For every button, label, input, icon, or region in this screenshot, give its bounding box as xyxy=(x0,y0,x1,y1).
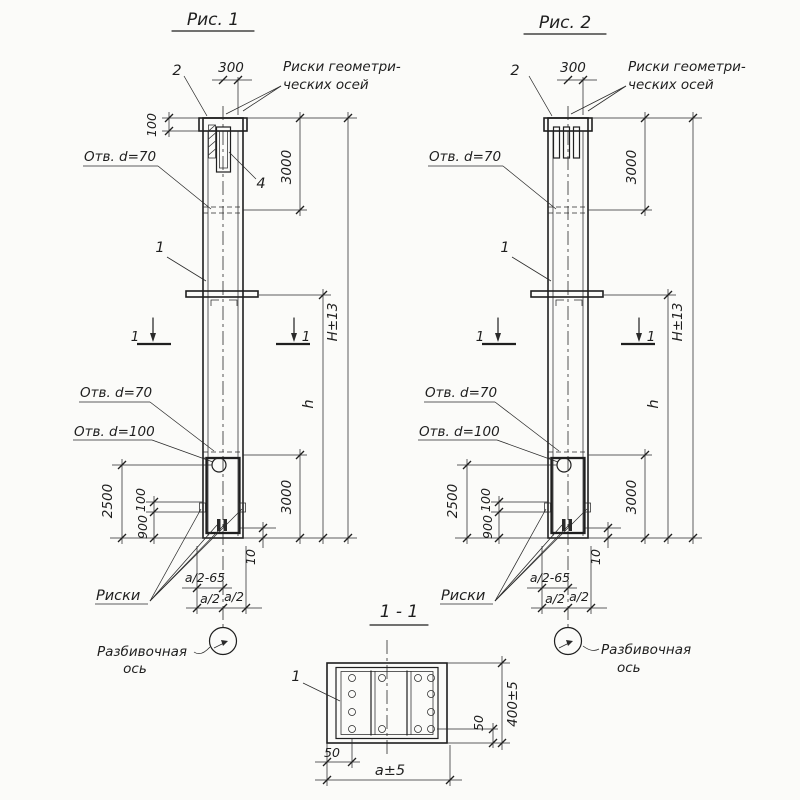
dim-300-label: 300 xyxy=(218,60,244,76)
leader-line-axis-label xyxy=(583,646,599,650)
dim-a2-label: a/2 xyxy=(224,589,244,604)
dim-50-bottom-label: 50 xyxy=(324,745,340,760)
hole-bottom-large-label: Отв. d=100 xyxy=(74,424,155,440)
axis-label-line2: ось xyxy=(617,660,641,676)
leader-line-axis-label xyxy=(194,647,210,654)
dim-900-label: 900 xyxy=(135,515,150,539)
axis-label-line1: Разбивочная xyxy=(601,642,692,658)
dim-300-label: 300 xyxy=(560,60,586,76)
dim-2500-label: 2500 xyxy=(445,483,461,519)
dim-3000-upper-label: 3000 xyxy=(279,149,295,185)
axis-label-line1: Разбивочная xyxy=(96,644,188,660)
section-mark-label: 1 xyxy=(301,329,311,345)
callout-2: 2 xyxy=(172,63,182,79)
figure-1 xyxy=(73,10,401,677)
dim-100-label: 100 xyxy=(478,488,493,512)
section-mark-label: 1 xyxy=(130,329,140,345)
axes-note-line2: ческих осей xyxy=(628,77,714,93)
figure2-title: Рис. 2 xyxy=(538,13,592,33)
section-title: 1 - 1 xyxy=(379,602,419,622)
dim-H-label: H±13 xyxy=(325,302,341,342)
figure1-top-embed xyxy=(162,112,256,179)
axes-note-line2: ческих осей xyxy=(283,77,369,93)
hole-bottom-label: Отв. d=70 xyxy=(425,385,498,401)
dim-a2-label: a/2 xyxy=(545,591,565,606)
section-mark-label: 1 xyxy=(475,329,485,345)
leader-line-callout1 xyxy=(303,683,340,701)
axes-note-line1: Риски геометри- xyxy=(628,59,746,75)
dim-a2-65-label: a/2-65 xyxy=(529,570,571,585)
dim-900-label: 900 xyxy=(480,515,495,539)
dim-3000-upper-label: 3000 xyxy=(624,149,640,185)
dim-h-label: h xyxy=(301,399,317,409)
callout-1: 1 xyxy=(155,240,165,256)
dim-a-label: a±5 xyxy=(374,763,406,779)
figure1-title: Рис. 1 xyxy=(186,10,240,30)
hole-top-label: Отв. d=70 xyxy=(84,149,157,165)
dim-a2-label: a/2 xyxy=(200,591,220,606)
dim-10-label: 10 xyxy=(243,549,258,565)
hole-top-label: Отв. d=70 xyxy=(429,149,502,165)
callout-4: 4 xyxy=(256,176,266,192)
axes-note-line1: Риски геометри- xyxy=(283,59,401,75)
hatch-line xyxy=(209,149,216,155)
section-1-1 xyxy=(291,602,521,786)
dim-3000-lower-label: 3000 xyxy=(279,479,295,515)
dim-a2-label: a/2 xyxy=(569,589,589,604)
dim-2500-label: 2500 xyxy=(100,483,116,519)
callout-2: 2 xyxy=(510,63,520,79)
marks-label: Риски xyxy=(441,588,486,604)
hatch-line xyxy=(209,133,216,139)
embed-slot-inner xyxy=(220,131,228,168)
dim-10-label: 10 xyxy=(588,549,603,565)
callout-1: 1 xyxy=(291,669,301,685)
figure-2 xyxy=(418,13,746,676)
callout-1: 1 xyxy=(500,240,510,256)
hole-bottom-label: Отв. d=70 xyxy=(80,385,153,401)
dim-H-label: H±13 xyxy=(670,302,686,342)
section-mark-label: 1 xyxy=(646,329,656,345)
dim-a2-65-label: a/2-65 xyxy=(184,570,226,585)
dim-h-label: h xyxy=(646,399,662,409)
dim-100-cap-label: 100 xyxy=(144,113,159,137)
dim-3000-lower-label: 3000 xyxy=(624,479,640,515)
axis-label-line2: ось xyxy=(123,661,147,677)
dim-50-side-label: 50 xyxy=(471,715,486,731)
hatch-line xyxy=(209,125,216,131)
marks-label: Риски xyxy=(96,588,141,604)
dim-100-label: 100 xyxy=(133,488,148,512)
hole-bottom-large-label: Отв. d=100 xyxy=(419,424,500,440)
bolt-circles xyxy=(349,675,435,733)
embed-slot-outer xyxy=(217,127,231,172)
dim-400-label: 400±5 xyxy=(505,681,521,727)
hatch-line xyxy=(209,141,216,147)
